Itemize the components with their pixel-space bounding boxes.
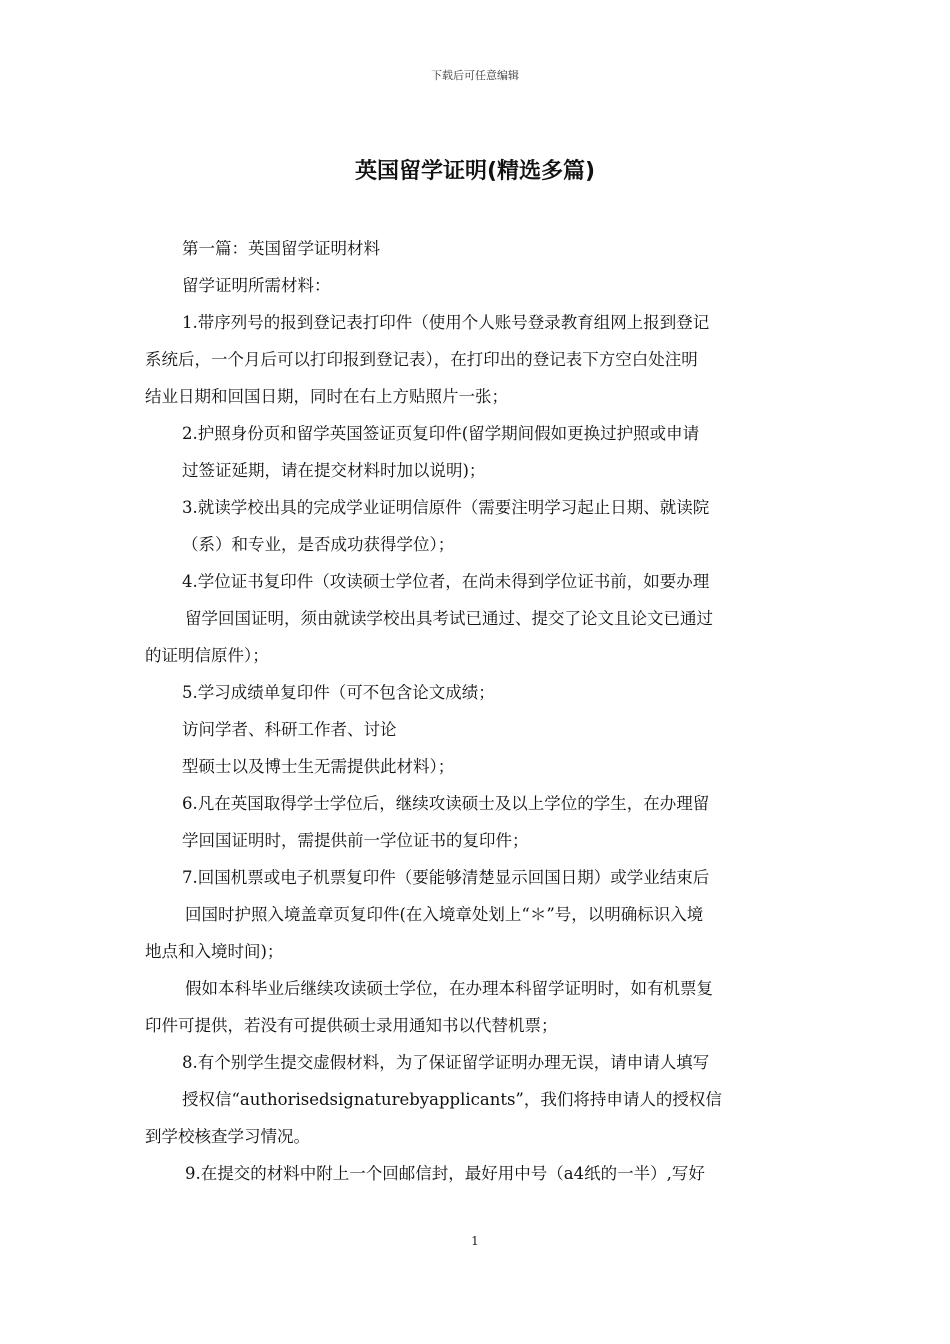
- text-line: 的证明信原件）；: [145, 646, 269, 665]
- text-line: 留学回国证明，须由就读学校出具考试已通过、提交了论文且论文已通过: [185, 609, 713, 628]
- document-body: [145, 230, 807, 1192]
- text-line: 1.带序列号的报到登记表打印件（使用个人账号登录教育组网上报到登记: [182, 313, 710, 332]
- text-line: 9.在提交的材料中附上一个回邮信封，最好用中号（a4纸的一半）,写好: [185, 1164, 705, 1183]
- text-line: 地点和入境时间)；: [145, 942, 284, 961]
- text-line: 3.就读学校出具的完成学业证明信原件（需要注明学习起止日期、就读院: [182, 498, 710, 517]
- text-line: 结业日期和回国日期，同时在右上方贴照片一张；: [145, 387, 508, 406]
- text-line: 7.回国机票或电子机票复印件（要能够清楚显示回国日期）或学业结束后: [182, 868, 710, 887]
- text-line: 到学校核查学习情况。: [145, 1127, 310, 1146]
- text-line: 2.护照身份页和留学英国签证页复印件(留学期间假如更换过护照或申请: [182, 424, 700, 443]
- text-line: 4.学位证书复印件（攻读硕士学位者，在尚未得到学位证书前，如要办理: [182, 572, 710, 591]
- text-line: 访问学者、科研工作者、讨论: [182, 720, 397, 739]
- text-line: 第一篇：英国留学证明材料: [182, 239, 380, 258]
- header-note: 下载后可任意编辑: [431, 69, 519, 82]
- text-line: （系）和专业，是否成功获得学位）；: [182, 535, 455, 554]
- page-number: 1: [471, 1234, 479, 1248]
- text-line: 5.学习成绩单复印件（可不包含论文成绩；: [182, 683, 495, 702]
- text-line: 印件可提供，若没有可提供硕士录用通知书以代替机票；: [145, 1016, 558, 1035]
- text-line: 假如本科毕业后继续攻读硕士学位，在办理本科留学证明时，如有机票复: [185, 979, 713, 998]
- text-line: 留学证明所需材料：: [182, 276, 331, 295]
- text-line: 回国时护照入境盖章页复印件(在入境章处划上“＊”号，以明确标识入境: [185, 905, 704, 924]
- text-line: 授权信“authorisedsignaturebyapplicants”，我们将持申请人的授权信: [182, 1090, 722, 1109]
- text-line: 型硕士以及博士生无需提供此材料）；: [182, 757, 455, 776]
- text-line: 6.凡在英国取得学士学位后，继续攻读硕士及以上学位的学生，在办理留: [182, 794, 710, 813]
- text-line: 系统后，一个月后可以打印报到登记表），在打印出的登记表下方空白处注明: [145, 350, 698, 369]
- text-line: 过签证延期，请在提交材料时加以说明)；: [182, 461, 486, 480]
- text-line: 学回国证明时，需提供前一学位证书的复印件；: [182, 831, 529, 850]
- document-title: 英国留学证明(精选多篇): [354, 159, 596, 184]
- text-line: 8.有个别学生提交虚假材料，为了保证留学证明办理无误，请申请人填写: [182, 1053, 710, 1072]
